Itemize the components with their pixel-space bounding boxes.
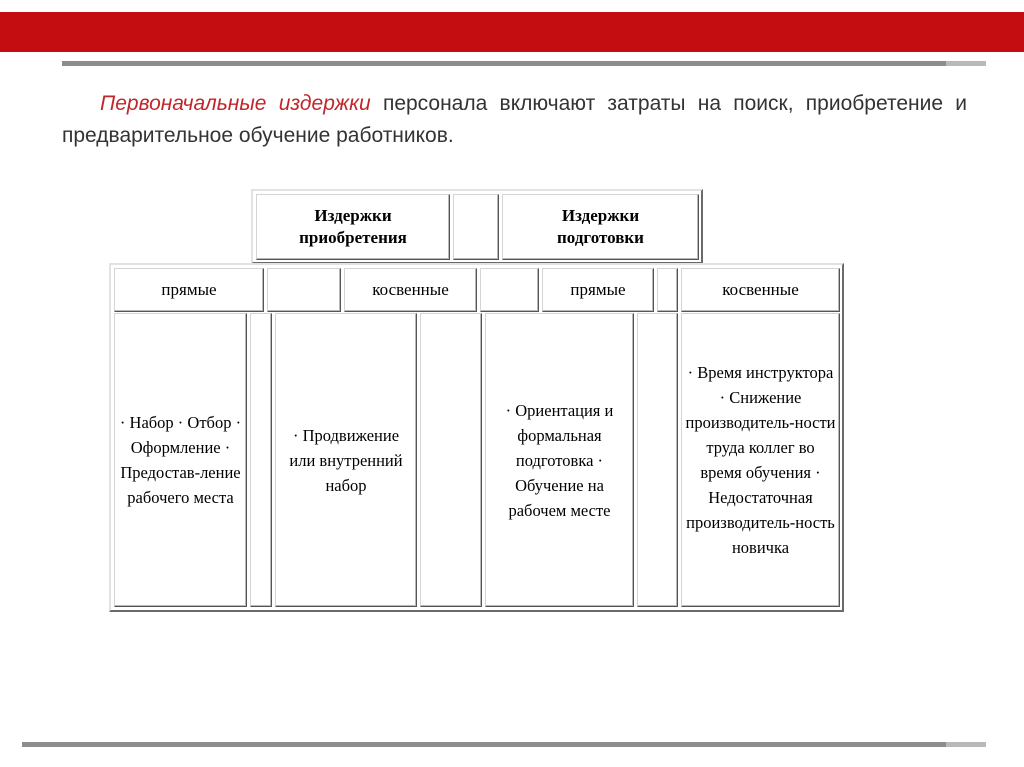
type-train-direct xyxy=(542,268,654,312)
header-training xyxy=(502,194,699,260)
detail-acq-direct-text: · Набор · Отбор · Оформление · Предостав-ление рабочего места xyxy=(119,413,242,507)
header-acquisition xyxy=(256,194,450,260)
type-train-indirect-label: косвенные xyxy=(722,280,799,299)
detail-spacer-2 xyxy=(420,313,482,607)
type-spacer-2 xyxy=(480,268,539,312)
detail-train-indirect-text: · Время инструктора · Снижение производитель-ности труда коллег во время обучения · Недостаточная производитель-ность новичка xyxy=(685,363,836,557)
bottom-divider xyxy=(22,742,986,747)
detail-acq-indirect xyxy=(275,313,417,607)
intro-paragraph xyxy=(62,88,967,152)
type-train-indirect xyxy=(681,268,840,312)
detail-spacer-1 xyxy=(250,313,272,607)
detail-train-direct-text: · Ориентация и формальная подготовка · Обучение на рабочем месте xyxy=(505,400,614,520)
type-acq-direct-label: прямые xyxy=(161,280,217,299)
detail-train-direct xyxy=(485,313,634,607)
detail-acq-direct xyxy=(114,313,247,607)
type-train-direct-label: прямые xyxy=(570,280,626,299)
header-training-label: Издержки подготовки xyxy=(557,206,644,247)
header-acquisition-label: Издержки приобретения xyxy=(299,206,407,247)
type-spacer-3 xyxy=(657,268,678,312)
type-acq-direct xyxy=(114,268,264,312)
brand-bar xyxy=(0,12,1024,52)
type-spacer-1 xyxy=(267,268,341,312)
intro-highlight: Первоначальные издержки xyxy=(100,92,371,115)
detail-spacer-3 xyxy=(637,313,678,607)
intro-rest: персонала включают затраты на поиск, приобретение и предварительное обучение работников. xyxy=(62,92,967,147)
type-acq-indirect xyxy=(344,268,477,312)
detail-acq-indirect-text: · Продвижение или внутренний набор xyxy=(289,425,403,495)
top-divider xyxy=(62,61,986,66)
header-spacer xyxy=(453,194,499,260)
detail-train-indirect xyxy=(681,313,840,607)
type-acq-indirect-label: косвенные xyxy=(372,280,449,299)
